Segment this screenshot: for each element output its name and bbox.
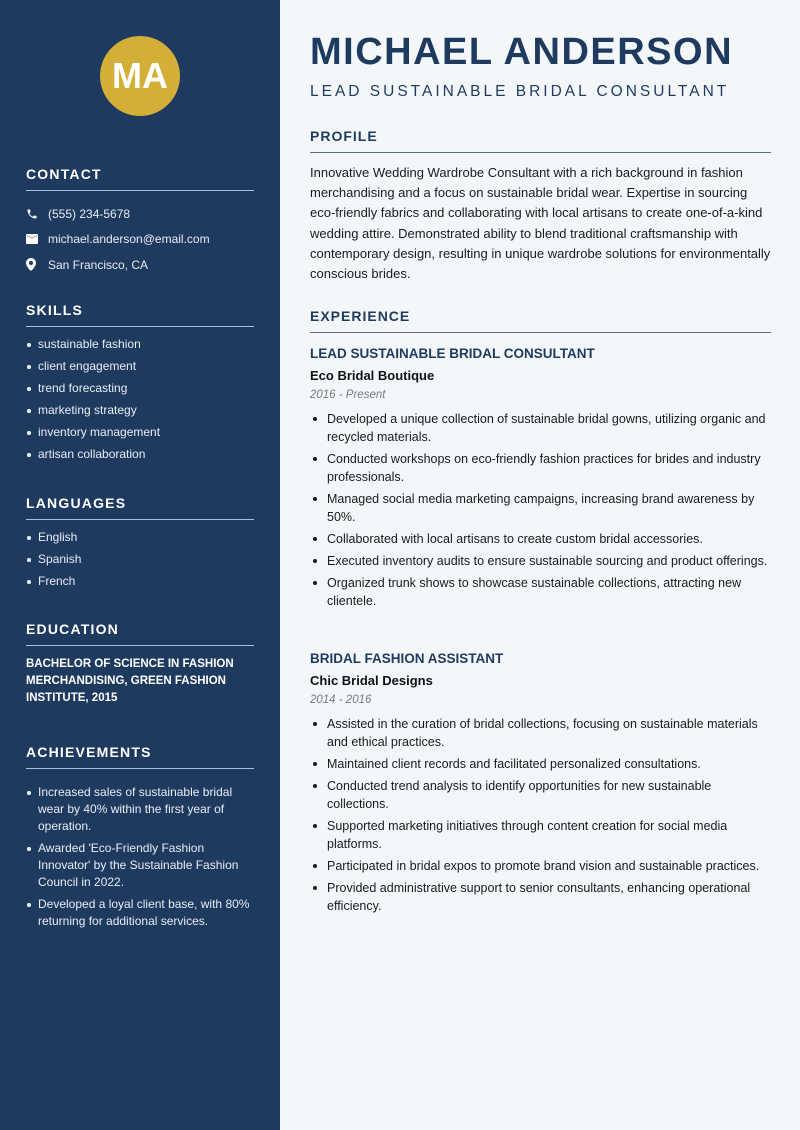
job-entry	[310, 651, 771, 919]
achievement-item: Developed a loyal client base, with 80% returning for additional services.	[26, 896, 254, 930]
job-bullets	[310, 715, 771, 915]
sidebar	[0, 0, 280, 1130]
skill-item: marketing strategy	[26, 402, 254, 419]
job-bullet: Managed social media marketing campaigns, increasing brand awareness by 50%.	[310, 490, 771, 526]
phone-icon	[26, 208, 48, 220]
candidate-name: MICHAEL ANDERSON	[310, 31, 734, 73]
languages-list	[26, 529, 254, 590]
location-pin-icon	[26, 258, 48, 271]
job-company: Eco Bridal Boutique	[310, 368, 435, 383]
candidate-title: LEAD SUSTAINABLE BRIDAL CONSULTANT	[310, 83, 730, 100]
achievement-item: Awarded 'Eco-Friendly Fashion Innovator' by the Sustainable Fashion Council in 2022.	[26, 840, 254, 891]
skill-item: sustainable fashion	[26, 336, 254, 353]
education-heading: EDUCATION	[26, 621, 254, 646]
education-degree: BACHELOR OF SCIENCE IN FASHION MERCHANDISING, GREEN FASHION INSTITUTE, 2015	[26, 658, 234, 704]
job-bullet: Provided administrative support to senior consultants, enhancing operational efficiency.	[310, 879, 771, 915]
job-bullet: Supported marketing initiatives through content creation for social media platforms.	[310, 817, 771, 853]
skills-section	[26, 302, 254, 468]
achievements-heading: ACHIEVEMENTS	[26, 744, 254, 769]
contact-location-text: San Francisco, CA	[48, 257, 149, 272]
achievements-list	[26, 784, 254, 930]
skill-item: artisan collaboration	[26, 446, 254, 463]
contact-phone-text[interactable]: (555) 234-5678	[48, 206, 131, 221]
job-company: Chic Bridal Designs	[310, 673, 433, 688]
job-bullet: Assisted in the curation of bridal collections, focusing on sustainable materials and ethical practices.	[310, 715, 771, 751]
job-bullet: Conducted workshops on eco-friendly fashion practices for brides and industry professionals.	[310, 450, 771, 486]
job-bullet: Maintained client records and facilitated personalized consultations.	[310, 755, 771, 773]
language-item: Spanish	[26, 551, 254, 568]
avatar-initials: MA	[112, 55, 168, 96]
contact-email	[26, 227, 254, 253]
job-title: LEAD SUSTAINABLE BRIDAL CONSULTANT	[310, 346, 595, 361]
job-bullets	[310, 410, 771, 610]
contact-phone	[26, 201, 254, 227]
experience-heading: EXPERIENCE	[310, 308, 771, 333]
contact-email-text[interactable]: michael.anderson@email.com	[48, 232, 210, 247]
skills-heading: SKILLS	[26, 302, 254, 327]
skill-item: inventory management	[26, 424, 254, 441]
skill-item: client engagement	[26, 358, 254, 375]
contact-heading: CONTACT	[26, 166, 254, 191]
skill-item: trend forecasting	[26, 380, 254, 397]
language-item: French	[26, 573, 254, 590]
skills-list	[26, 336, 254, 463]
contact-section	[26, 166, 254, 278]
job-title: BRIDAL FASHION ASSISTANT	[310, 651, 504, 666]
job-bullet: Executed inventory audits to ensure sustainable sourcing and product offerings.	[310, 552, 771, 570]
job-dates: 2014 - 2016	[310, 694, 372, 706]
languages-section	[26, 495, 254, 595]
job-bullet: Conducted trend analysis to identify opportunities for new sustainable collections.	[310, 777, 771, 813]
job-bullet: Organized trunk shows to showcase sustainable collections, attracting new clientele.	[310, 574, 771, 610]
achievement-item: Increased sales of sustainable bridal wear by 40% within the first year of operation.	[26, 784, 254, 835]
avatar	[100, 36, 180, 116]
achievements-section	[26, 744, 254, 935]
language-item: English	[26, 529, 254, 546]
profile-heading: PROFILE	[310, 128, 771, 153]
education-section	[26, 621, 254, 707]
email-icon	[26, 234, 48, 244]
contact-location	[26, 252, 254, 278]
job-bullet: Developed a unique collection of sustainable bridal gowns, utilizing organic and recycled materials.	[310, 410, 771, 446]
job-bullet: Participated in bridal expos to promote brand vision and sustainable practices.	[310, 857, 771, 875]
job-dates: 2016 - Present	[310, 389, 386, 401]
job-bullet: Collaborated with local artisans to create custom bridal accessories.	[310, 530, 771, 548]
profile-summary: Innovative Wedding Wardrobe Consultant with a rich background in fashion merchandising and a focus on sustainable bridal wear. Expertise in sourcing eco-friendly fabrics and collaborating with local artisans to create one-of-a-kind wedding attire. Demonstrated ability to blend traditional craftsmanship with contemporary design, resulting in unique wardrobe solutions for environmentally conscious brides.	[310, 165, 771, 282]
languages-heading: LANGUAGES	[26, 495, 254, 520]
job-entry	[310, 346, 771, 614]
